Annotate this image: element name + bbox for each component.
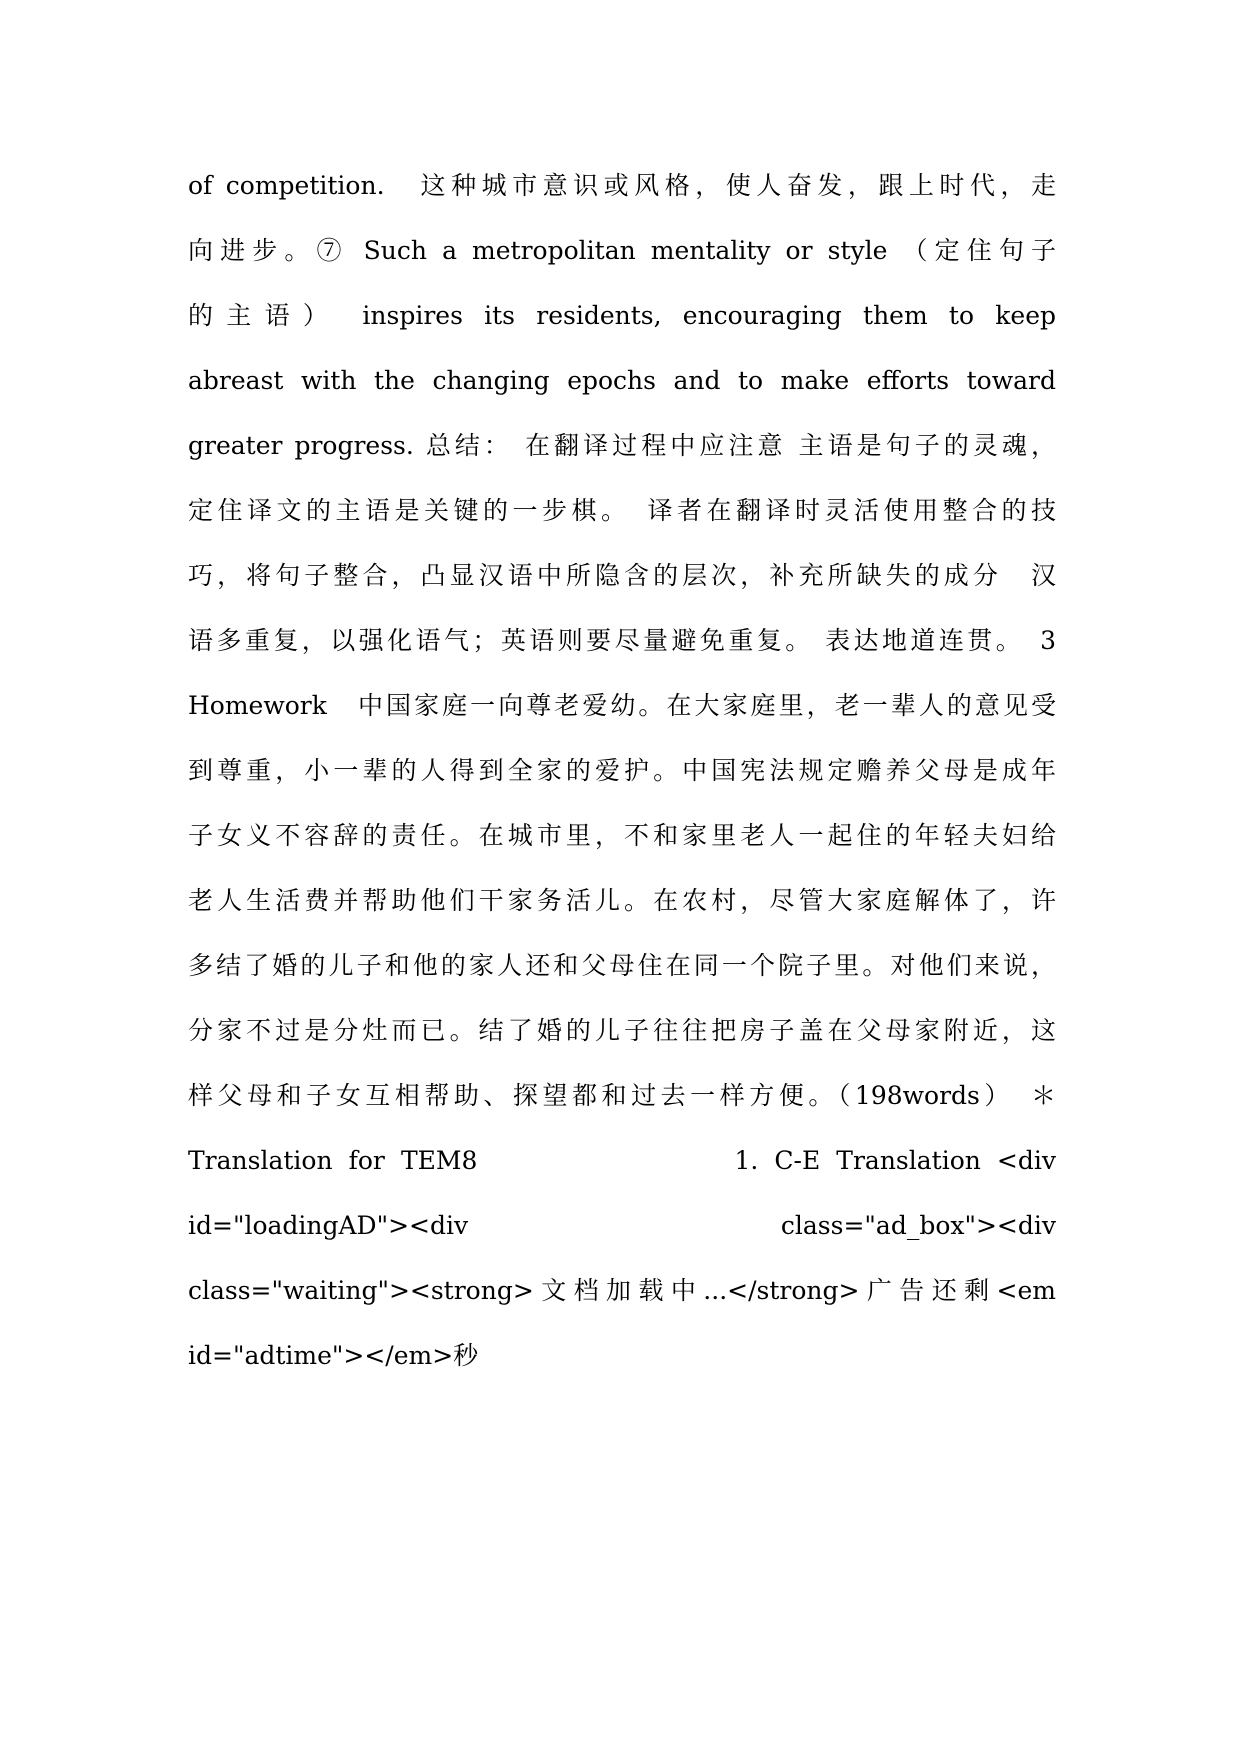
text-line-9: Homework 中国家庭一向尊老爱幼。在大家庭里，老一辈人的意见受 [188, 691, 1056, 720]
body-text [188, 153, 1056, 1388]
text-line-12: 老人生活费并帮助他们干家务活儿。在农村，尽管大家庭解体了，许 [188, 886, 1056, 915]
text-line-3: 的主语） inspires its residents, encouraging them to keep [188, 301, 1056, 330]
text-line-11: 子女义不容辞的责任。在城市里，不和家里老人一起住的年轻夫妇给 [188, 821, 1056, 850]
text-line-7: 巧，将句子整合，凸显汉语中所隐含的层次，补充所缺失的成分 汉 [188, 561, 1056, 590]
text-line-4: abreast with the changing epochs and to make efforts toward [188, 366, 1056, 395]
text-line-17: id="loadingAD"><div class="ad_box"><div [188, 1211, 1056, 1240]
text-line-13: 多结了婚的儿子和他的家人还和父母住在同一个院子里。对他们来说， [188, 951, 1056, 980]
text-line-16: Translation for TEM8 1. C-E Translation <div [188, 1146, 1056, 1175]
text-line-18: class="waiting"><strong>文档加载中...</strong>广告还剩<em [188, 1276, 1056, 1305]
text-line-5: greater progress. 总结： 在翻译过程中应注意 主语是句子的灵魂， [188, 431, 1056, 460]
text-line-8: 语多重复，以强化语气；英语则要尽量避免重复。 表达地道连贯。 3 [188, 626, 1056, 655]
text-line-14: 分家不过是分灶而已。结了婚的儿子往往把房子盖在父母家附近，这 [188, 1016, 1056, 1045]
text-line-15: 样父母和子女互相帮助、探望都和过去一样方便。（198words） ＊ [188, 1081, 1056, 1110]
text-line-6: 定住译文的主语是关键的一步棋。 译者在翻译时灵活使用整合的技 [188, 496, 1056, 525]
text-line-19: id="adtime"></em>秒 [188, 1341, 479, 1370]
text-line-10: 到尊重，小一辈的人得到全家的爱护。中国宪法规定赡养父母是成年 [188, 756, 1056, 785]
text-line-2: 向进步。⑦ Such a metropolitan mentality or style （定住句子 [188, 236, 1056, 265]
text-line-1: of competition. 这种城市意识或风格，使人奋发，跟上时代，走 [188, 171, 1056, 200]
